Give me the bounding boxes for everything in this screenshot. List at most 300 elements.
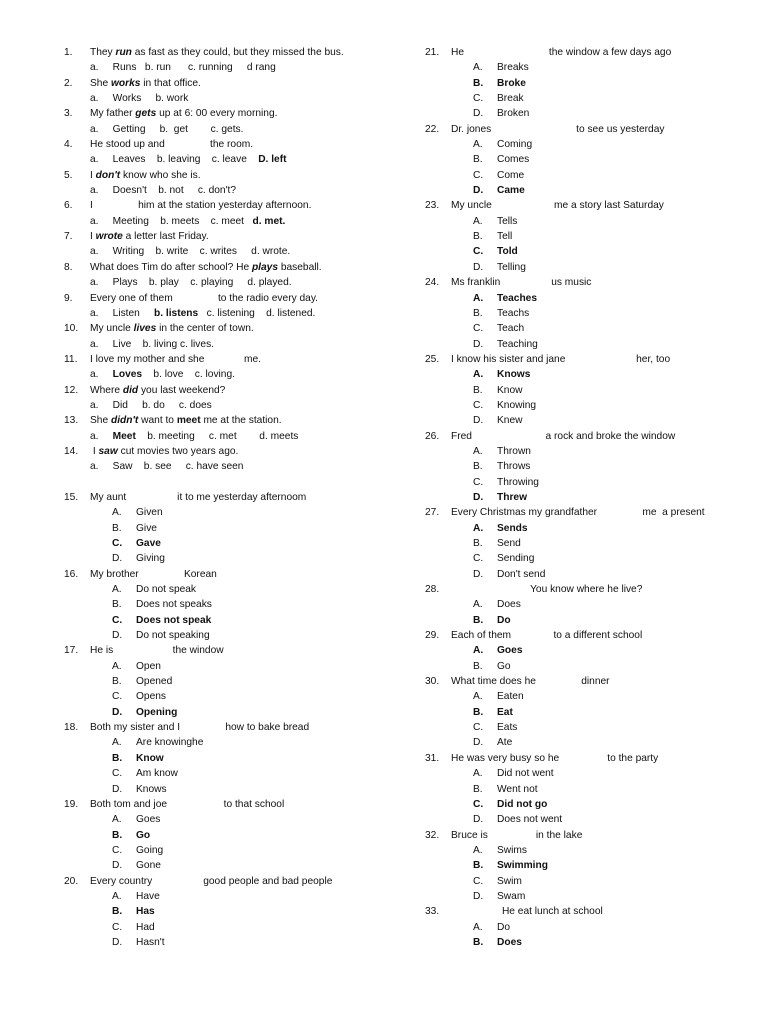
- question-line: [64, 137, 394, 152]
- answer-options: a. Writing b. write c. writes d. wrote.: [90, 246, 291, 258]
- answer-option: [425, 521, 755, 536]
- option-letter: D.: [473, 814, 484, 826]
- question-line: [64, 45, 394, 60]
- option-text: Broken: [497, 108, 530, 120]
- option-text: Has: [136, 906, 155, 918]
- option-letter: A.: [473, 445, 483, 457]
- question-text: My brother Korean: [90, 568, 217, 580]
- answer-option: [425, 291, 755, 306]
- option-text: Knows: [136, 783, 167, 795]
- option-text: Ate: [497, 737, 513, 749]
- option-letter: D.: [473, 185, 484, 197]
- option-letter: A.: [473, 522, 484, 534]
- question-text: I wrote a letter last Friday.: [90, 231, 209, 243]
- option-letter: B.: [473, 706, 484, 718]
- answer-option: [425, 337, 755, 352]
- question-line: [64, 352, 394, 367]
- question-number: 26.: [425, 430, 440, 442]
- answer-option: [64, 505, 394, 520]
- answer-options: a. Plays b. play c. playing d. played.: [90, 277, 292, 289]
- answer-option: [425, 843, 755, 858]
- option-letter: B.: [112, 906, 123, 918]
- option-text: Broke: [497, 77, 526, 89]
- answer-option: [425, 812, 755, 827]
- option-text: Swam: [497, 890, 526, 902]
- option-letter: A.: [473, 139, 483, 151]
- question-text: What time does he dinner: [451, 676, 610, 688]
- answer-option: [64, 889, 394, 904]
- answer-options: a. Works b. work: [90, 93, 189, 105]
- question-text: Dr. jones to see us yesterday: [451, 123, 665, 135]
- option-text: Told: [497, 246, 518, 258]
- option-text: Sending: [497, 553, 535, 565]
- option-letter: D.: [473, 108, 484, 120]
- question-text: He stood up and the room.: [90, 139, 254, 151]
- option-text: Sends: [497, 522, 528, 534]
- answer-option: [64, 582, 394, 597]
- option-letter: D.: [112, 553, 123, 565]
- option-letter: A.: [473, 62, 483, 74]
- option-text: Telling: [497, 261, 526, 273]
- option-text: Opens: [136, 691, 167, 703]
- option-text: Tell: [497, 231, 513, 243]
- option-letter: A.: [473, 292, 484, 304]
- question-number: 8.: [64, 261, 73, 273]
- question-text: I love my mother and she me.: [90, 353, 261, 365]
- option-text: Tells: [497, 215, 518, 227]
- answer-option: [425, 874, 755, 889]
- option-text: Coming: [497, 139, 533, 151]
- option-letter: B.: [473, 538, 483, 549]
- left-column: [64, 45, 394, 950]
- option-letter: C.: [112, 691, 123, 703]
- option-letter: C.: [112, 921, 123, 933]
- question-number: 18.: [64, 722, 79, 734]
- option-letter: C.: [112, 844, 123, 856]
- question-text: He the window a few days ago: [451, 47, 672, 58]
- answer-option: [425, 60, 755, 75]
- option-text: Does not speak: [136, 614, 212, 626]
- option-text: Hasn't: [136, 936, 165, 948]
- option-letter: D.: [473, 415, 484, 427]
- question-line: [425, 122, 755, 137]
- option-text: Given: [136, 507, 163, 519]
- question-text: My father gets up at 6: 00 every morning.: [90, 108, 278, 120]
- option-letter: C.: [473, 323, 484, 335]
- question-number: 9.: [64, 292, 73, 304]
- question-line: [64, 76, 394, 91]
- option-letter: C.: [473, 169, 484, 181]
- answer-option: [425, 260, 755, 275]
- option-text: Knowing: [497, 399, 537, 411]
- option-text: Threw: [497, 491, 528, 503]
- option-letter: D.: [112, 783, 123, 795]
- option-text: Breaks: [497, 62, 529, 74]
- option-letter: B.: [473, 231, 483, 243]
- answer-option: [64, 689, 394, 704]
- answer-option: [64, 551, 394, 566]
- question-text: Each of them to a different school: [451, 630, 643, 642]
- answer-option: [425, 536, 755, 551]
- question-text: Ms franklin us music: [451, 277, 592, 289]
- option-letter: A.: [112, 890, 122, 902]
- option-letter: C.: [473, 93, 484, 105]
- question-text: He is the window: [90, 645, 224, 657]
- question-number: 3.: [64, 108, 73, 120]
- option-letter: C.: [473, 476, 484, 488]
- option-letter: C.: [112, 768, 123, 780]
- question-number: 31.: [425, 752, 440, 764]
- option-text: Going: [136, 844, 164, 856]
- option-letter: C.: [473, 399, 484, 411]
- answer-option: [64, 782, 394, 797]
- question-number: 14.: [64, 445, 79, 457]
- question-line: [64, 291, 394, 306]
- option-letter: A.: [473, 215, 483, 227]
- answer-option: [425, 76, 755, 91]
- question-line: [64, 720, 394, 735]
- answer-option: [425, 475, 755, 490]
- option-text: Come: [497, 169, 525, 181]
- option-text: Goes: [136, 814, 161, 826]
- option-letter: B.: [112, 752, 123, 764]
- answer-option: [425, 689, 755, 704]
- question-line: [425, 275, 755, 290]
- option-letter: B.: [473, 307, 483, 319]
- option-letter: B.: [473, 660, 483, 672]
- option-letter: A.: [473, 921, 483, 933]
- option-text: Know: [136, 752, 164, 764]
- answer-option: [425, 321, 755, 336]
- option-text: Teaches: [497, 292, 538, 304]
- question-line: [64, 321, 394, 336]
- option-text: Open: [136, 660, 161, 672]
- answer-option: [64, 628, 394, 643]
- option-letter: B.: [473, 154, 483, 166]
- option-text: Opening: [136, 706, 178, 718]
- answer-option: [64, 935, 394, 950]
- right-column: [425, 45, 755, 950]
- answer-option: [425, 567, 755, 582]
- option-letter: A.: [473, 768, 483, 780]
- answer-option: [425, 183, 755, 198]
- question-number: 17.: [64, 645, 79, 657]
- option-text: Does not went: [497, 814, 563, 826]
- option-text: Eaten: [497, 691, 524, 703]
- option-text: Teaching: [497, 338, 538, 350]
- answer-option: [64, 751, 394, 766]
- answer-option: [425, 720, 755, 735]
- answer-option: [425, 367, 755, 382]
- option-text: Send: [497, 538, 521, 549]
- question-number: 21.: [425, 47, 440, 58]
- question-number: 12.: [64, 384, 79, 396]
- question-number: 23.: [425, 200, 440, 212]
- question-number: 11.: [64, 353, 78, 365]
- option-text: Came: [497, 185, 525, 197]
- option-letter: D.: [473, 261, 484, 273]
- answer-options: a. Meeting b. meets c. meet d. met.: [90, 215, 286, 227]
- question-line: [64, 229, 394, 244]
- question-number: 19.: [64, 798, 79, 810]
- option-letter: B.: [112, 522, 122, 534]
- option-letter: B.: [112, 599, 122, 611]
- option-text: Did not go: [497, 798, 548, 810]
- option-text: Go: [136, 829, 151, 841]
- question-text: She didn't want to meet me at the station.: [90, 415, 282, 427]
- answer-option: [64, 735, 394, 750]
- answer-option: [64, 812, 394, 827]
- question-number: 4.: [64, 139, 73, 151]
- answer-option: [64, 904, 394, 919]
- question-line: [64, 106, 394, 121]
- question-line: [64, 260, 394, 275]
- option-letter: D.: [473, 568, 484, 580]
- option-letter: D.: [112, 706, 123, 718]
- question-line: [64, 413, 394, 428]
- option-letter: D.: [473, 737, 484, 749]
- question-number: 29.: [425, 630, 440, 642]
- question-text: I don't know who she is.: [90, 169, 201, 181]
- answer-option: [425, 244, 755, 259]
- answer-option: [64, 536, 394, 551]
- question-line: [425, 751, 755, 766]
- option-letter: B.: [112, 829, 123, 841]
- question-line: [425, 582, 755, 597]
- option-letter: C.: [473, 246, 484, 258]
- option-letter: A.: [473, 844, 483, 856]
- answer-option: [425, 398, 755, 413]
- option-text: Break: [497, 93, 524, 105]
- answer-options: a. Runs b. run c. running d rang: [90, 62, 276, 74]
- answer-option: [425, 782, 755, 797]
- question-number: 22.: [425, 123, 440, 135]
- option-letter: D.: [473, 338, 484, 350]
- question-line: [425, 904, 755, 919]
- question-number: 6.: [64, 200, 73, 212]
- question-line: [425, 198, 755, 213]
- question-line: [425, 45, 755, 60]
- option-letter: C.: [473, 553, 484, 565]
- answer-option: [425, 214, 755, 229]
- answer-option: [64, 858, 394, 873]
- answer-option: [425, 613, 755, 628]
- option-letter: A.: [473, 369, 484, 381]
- answer-option: [425, 229, 755, 244]
- option-text: Am know: [136, 768, 178, 780]
- option-text: Does not speaks: [136, 599, 212, 611]
- answer-option: [425, 643, 755, 658]
- option-text: Gone: [136, 860, 161, 872]
- question-text: She works in that office.: [90, 77, 201, 89]
- option-text: Do not speak: [136, 584, 197, 596]
- question-number: 2.: [64, 77, 73, 89]
- answer-options: a. Getting b. get c. gets.: [90, 123, 244, 135]
- option-letter: D.: [112, 860, 123, 872]
- option-text: Do: [497, 614, 511, 626]
- option-text: Go: [497, 660, 511, 672]
- option-text: Knows: [497, 369, 531, 381]
- answer-options: a. Live b. living c. lives.: [90, 338, 214, 350]
- option-text: Thrown: [497, 445, 531, 457]
- question-number: 13.: [64, 415, 79, 427]
- answer-option: [64, 521, 394, 536]
- option-letter: A.: [112, 660, 122, 672]
- answer-option: [425, 705, 755, 720]
- question-line: [425, 674, 755, 689]
- option-text: Swimming: [497, 860, 548, 872]
- question-number: 28.: [425, 584, 440, 596]
- answer-option: [425, 659, 755, 674]
- option-letter: A.: [112, 584, 122, 596]
- question-text: Bruce is in the lake: [451, 829, 583, 841]
- option-text: Eats: [497, 722, 518, 734]
- option-letter: A.: [473, 599, 483, 611]
- option-text: Does: [497, 599, 521, 611]
- option-letter: C.: [473, 875, 484, 887]
- option-text: Gave: [136, 538, 161, 549]
- answer-options: a. Did b. do c. does: [90, 399, 212, 411]
- question-number: 10.: [64, 323, 79, 335]
- question-number: 16.: [64, 568, 79, 580]
- question-text: Fred a rock and broke the window: [451, 430, 676, 442]
- question-text: They run as fast as they could, but they missed the bus.: [90, 47, 344, 58]
- question-text: Every one of them to the radio every day.: [90, 292, 319, 304]
- answer-option: [425, 551, 755, 566]
- answer-option: [64, 766, 394, 781]
- answer-option: [425, 413, 755, 428]
- option-text: Did not went: [497, 768, 554, 780]
- question-text: He was very busy so he to the party: [451, 752, 659, 764]
- option-text: Do not speaking: [136, 630, 210, 642]
- question-text: Every country good people and bad people: [90, 875, 333, 887]
- option-text: Have: [136, 890, 160, 902]
- option-letter: A.: [473, 645, 484, 657]
- option-letter: D.: [112, 936, 123, 948]
- question-line: [64, 383, 394, 398]
- answer-option: [425, 935, 755, 950]
- question-text: I saw cut movies two years ago.: [90, 445, 239, 457]
- question-line: [425, 352, 755, 367]
- option-text: Goes: [497, 645, 523, 657]
- question-number: 20.: [64, 875, 79, 887]
- option-letter: A.: [473, 691, 483, 703]
- answer-option: [425, 735, 755, 750]
- question-number: 5.: [64, 169, 73, 181]
- answer-option: [425, 168, 755, 183]
- option-letter: B.: [473, 783, 483, 795]
- question-text: My uncle me a story last Saturday: [451, 200, 664, 212]
- question-line: [425, 505, 755, 520]
- answer-option: [425, 797, 755, 812]
- question-number: 33.: [425, 906, 440, 918]
- answer-options: a. Loves b. love c. loving.: [90, 369, 235, 381]
- option-letter: D.: [112, 630, 123, 642]
- question-line: [64, 444, 394, 459]
- question-number: 27.: [425, 507, 440, 519]
- answer-option: [425, 152, 755, 167]
- answer-option: [64, 597, 394, 612]
- option-text: Don't send: [497, 568, 546, 580]
- option-letter: B.: [473, 77, 484, 89]
- question-line: [64, 643, 394, 658]
- option-letter: B.: [473, 614, 484, 626]
- question-text: You know where he live?: [451, 584, 643, 596]
- question-text: My aunt it to me yesterday afternoom: [90, 491, 307, 503]
- option-text: Does: [497, 936, 522, 948]
- answer-option: [425, 920, 755, 935]
- question-number: 24.: [425, 277, 440, 289]
- question-line: [64, 567, 394, 582]
- option-text: Knew: [497, 415, 523, 427]
- option-text: Are knowinghe: [136, 737, 204, 749]
- answer-option: [425, 444, 755, 459]
- answer-option: [64, 843, 394, 858]
- option-text: Give: [136, 522, 157, 534]
- question-line: [425, 828, 755, 843]
- question-line: [64, 797, 394, 812]
- option-letter: C.: [473, 798, 484, 810]
- question-text: I him at the station yesterday afternoon.: [90, 200, 312, 212]
- option-text: Throws: [497, 461, 531, 473]
- option-letter: B.: [473, 384, 483, 396]
- option-text: Eat: [497, 706, 513, 718]
- question-line: [425, 628, 755, 643]
- question-number: 30.: [425, 676, 440, 688]
- answer-option: [425, 106, 755, 121]
- option-letter: B.: [473, 461, 483, 473]
- answer-option: [425, 459, 755, 474]
- option-text: Do: [497, 921, 511, 933]
- answer-options: a. Leaves b. leaving c. leave D. left: [90, 154, 287, 166]
- option-letter: C.: [112, 614, 123, 626]
- question-text: Where did you last weekend?: [90, 384, 226, 396]
- question-number: 25.: [425, 353, 440, 365]
- option-letter: B.: [473, 936, 484, 948]
- question-number: 7.: [64, 231, 73, 243]
- option-letter: A.: [112, 737, 122, 749]
- answer-option: [425, 889, 755, 904]
- option-letter: A.: [112, 507, 122, 519]
- option-text: Opened: [136, 676, 173, 688]
- answer-options: a. Doesn't b. not c. don't?: [90, 185, 237, 197]
- question-text: My uncle lives in the center of town.: [90, 323, 254, 335]
- answer-option: [425, 858, 755, 873]
- question-text: Both tom and joe to that school: [90, 798, 285, 810]
- answer-option: [64, 705, 394, 720]
- question-line: [64, 490, 394, 505]
- question-number: 1.: [64, 47, 73, 58]
- blank-line: [64, 475, 394, 490]
- answer-option: [425, 91, 755, 106]
- answer-options: a. Meet b. meeting c. met d. meets: [90, 430, 299, 442]
- option-letter: C.: [473, 722, 484, 734]
- answer-option: [64, 659, 394, 674]
- question-text: What does Tim do after school? He plays baseball.: [90, 261, 322, 273]
- question-line: [64, 168, 394, 183]
- answer-option: [64, 674, 394, 689]
- answer-option: [64, 613, 394, 628]
- option-text: Comes: [497, 154, 530, 166]
- answer-option: [425, 597, 755, 612]
- option-text: Giving: [136, 553, 165, 565]
- answer-options: a. Saw b. see c. have seen: [90, 461, 244, 473]
- option-text: Swims: [497, 844, 527, 856]
- question-text: Both my sister and I how to bake bread: [90, 722, 310, 734]
- answer-option: [425, 766, 755, 781]
- question-text: Every Christmas my grandfather me a present: [451, 507, 705, 519]
- answer-option: [425, 137, 755, 152]
